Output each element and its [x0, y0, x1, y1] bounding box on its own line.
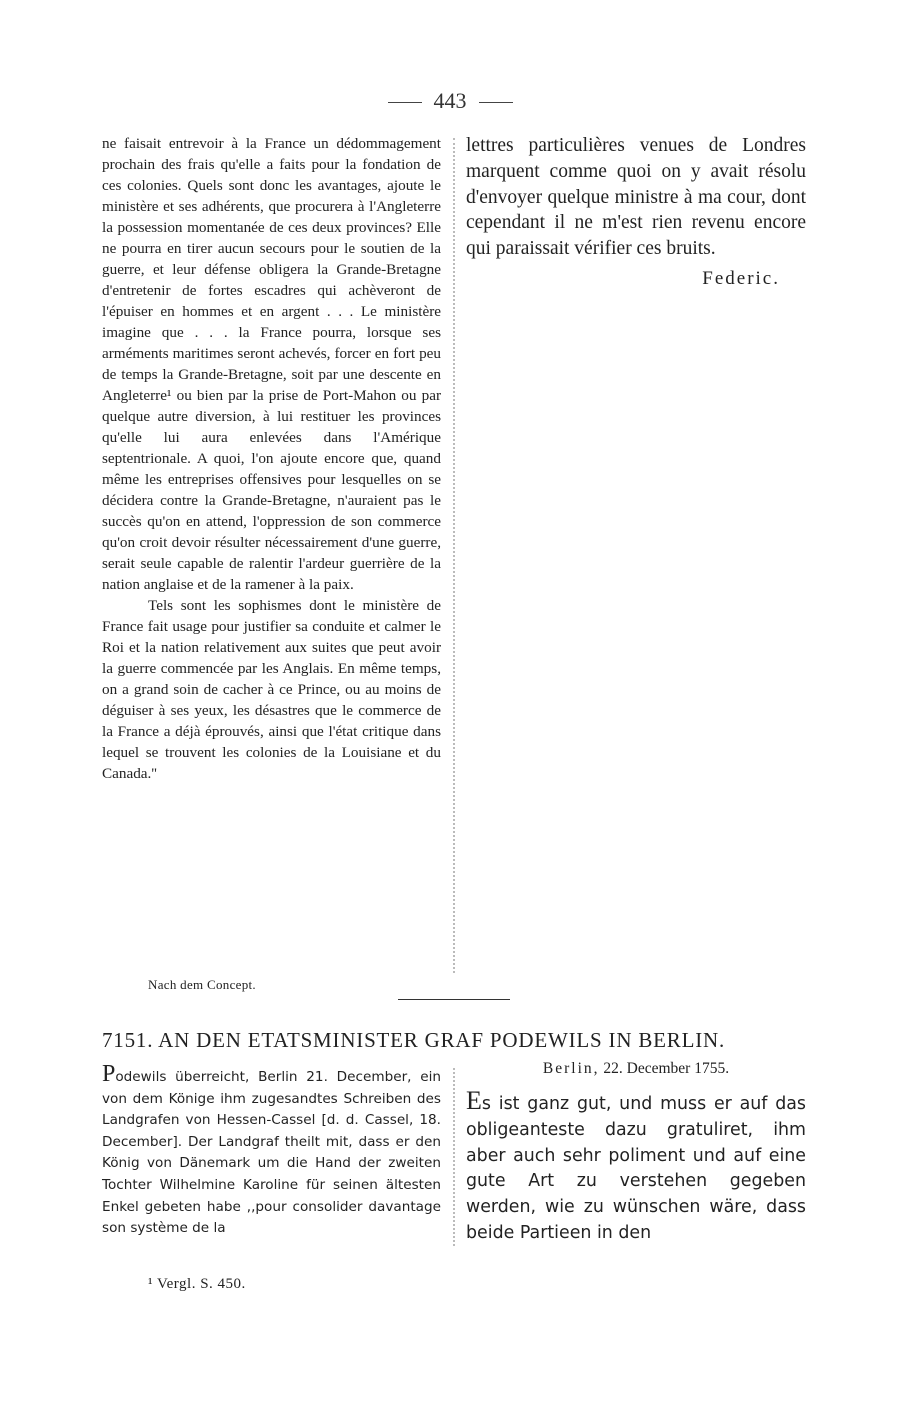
- summary-dropcap: P: [102, 1061, 116, 1087]
- document-summary: [102, 1061, 441, 1240]
- signature: Federic.: [702, 267, 780, 289]
- date-text: 22. December 1755.: [603, 1060, 730, 1077]
- letter-text: s ist ganz gut, und muss er auf das obligeanteste dazu gratuliret, ihm aber auch sehr poliment und auf eine gute Art zu verstehen gegeben werden, wie zu wünschen wäre, dass beide Partieen in den: [466, 1094, 806, 1243]
- letter-body: [466, 1088, 806, 1247]
- footnote: ¹ Vergl. S. 450.: [148, 1276, 246, 1292]
- page-number: [0, 88, 900, 114]
- right-paragraph: lettres particulières venues de Londres marquent comme quoi on y avait résolu d'envoyer quelque ministre à ma cour, dont cependant il ne m'est rien revenu encore qui paraissait vérifier ces bruits.: [466, 135, 806, 260]
- document-heading: 7151. AN DEN ETATSMINISTER GRAF PODEWILS IN BERLIN.: [102, 1028, 726, 1052]
- dateline: [466, 1060, 806, 1078]
- column-divider-lower: [453, 1068, 455, 1246]
- left-column: [102, 133, 441, 784]
- section-separator: [398, 999, 510, 1000]
- page-number-text: 443: [433, 88, 467, 113]
- right-column: [466, 133, 806, 292]
- letter-dropcap: E: [466, 1086, 482, 1115]
- left-paragraph-1: ne faisait entrevoir à la France un dédommagement prochain des frais qu'elle a faits pour la fondation de ces colonies. Quels sont donc les avantages, ajoute le ministère et ses adhérents, que procurera à l'Angleterre la possession momentanée de ces deux provinces? Elle ne pourra en tirer aucun secours pour le soutien de la guerre, et leur défense obligera la Grande-Bretagne d'entretenir de fortes escadres qui achèveront de l'épuiser en hommes et en argent . . . Le ministère imagine que . . . la France pourra, lorsque ses arméments maritimes seront achevés, forcer en fort peu de temps la Grande-Bretagne, soit par une descente en Angleterre¹ ou bien par la prise de Port-Mahon ou par quelque autre diversion, à lui restituer les provinces qu'elle lui aura enlevées dans l'Amérique septentrionale. A quoi, l'on ajoute encore que, quand même les entreprises offensives pour lesquelles on se décidera contre la Grande-Bretagne, n'auraient pas le succès qu'on en attend, l'oppression de son commerce qu'on croit devoir résulter nécessairement d'une guerre, serait seule capable de ralentir l'ardeur guerrière de la nation anglaise et de la ramener à la paix.: [102, 135, 441, 593]
- summary-text: odewils überreicht, Berlin 21. December, ein von dem Könige ihm zugesandtes Schreiben des Landgrafen von Hessen-Cassel [d. d. Cassel, 18. December]. Der Landgraf theilt mit, dass er den König von Dänemark um die Hand der zweiten Tochter Wilhelmine Karoline für seinen ältesten Enkel gebeten habe ,,pour consolider davantage son système de la: [102, 1069, 441, 1237]
- source-note: Nach dem Concept.: [148, 977, 256, 992]
- column-divider: [453, 138, 455, 973]
- left-paragraph-2: Tels sont les sophismes dont le ministère de France fait usage pour justifier sa conduite et calmer le Roi et la nation relativement aux suites que peut avoir la guerre commencée par les Anglais. En même temps, on a grand soin de cacher à ce Prince, ou au moins de déguiser à ses yeux, les désastres que le commerce de la France a déjà éprouvés, ainsi que l'état critique dans lequel se trouvent les colonies de la Louisiane et du Canada.'': [102, 597, 441, 782]
- date-place: Berlin,: [542, 1060, 600, 1077]
